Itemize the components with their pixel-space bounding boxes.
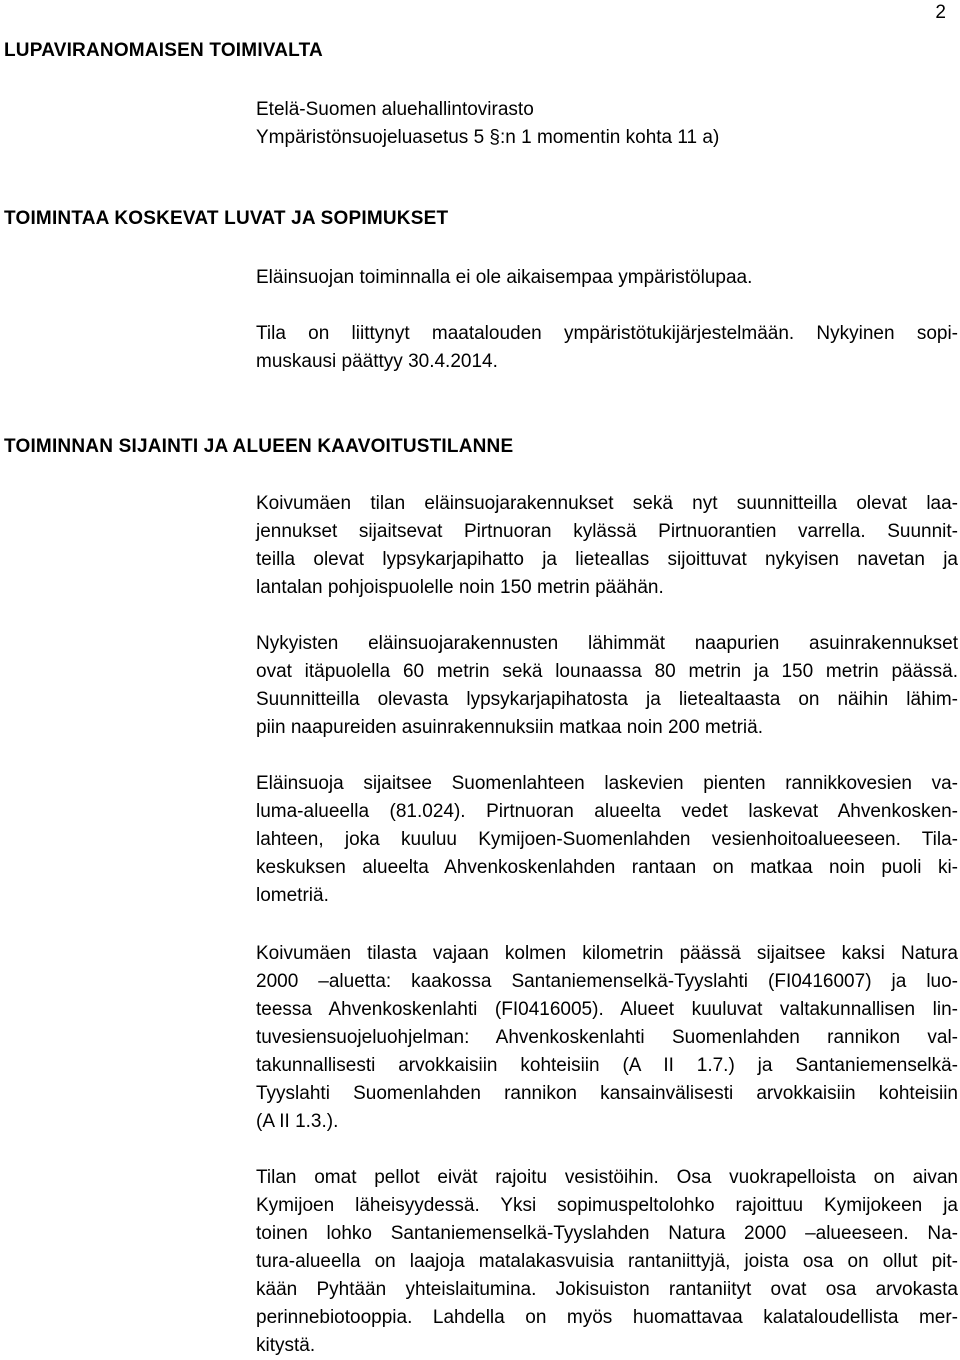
paragraph-line: jennukset sijaitsevat Pirtnuoran kylässä Pirtnuorantien varrella. Suunnit- <box>256 521 958 542</box>
paragraph-line: Koivumäen tilasta vajaan kolmen kilometrin päässä sijaitsee kaksi Natura <box>256 943 958 964</box>
paragraph-line: takunnallisesti arvokkaisiin kohteisiin (A II 1.7.) ja Santaniemenselkä- <box>256 1055 958 1076</box>
paragraph-line: Tila on liittynyt maatalouden ympäristötukijärjestelmään. Nykyinen sopi- <box>256 323 958 344</box>
paragraph-line: (A II 1.3.). <box>256 1111 339 1132</box>
paragraph-line: kitystä. <box>256 1335 316 1356</box>
paragraph-line: Koivumäen tilan eläinsuojarakennukset sekä nyt suunnitteilla olevat laa- <box>256 493 958 514</box>
paragraph-line: kään Pyhtään yhteislaitumina. Jokisuiston rantaniityt ovat osa arvokasta <box>256 1279 958 1300</box>
paragraph-line: piin naapureiden asuinrakennuksiin matkaa noin 200 metriä. <box>256 717 763 738</box>
page-number: 2 <box>935 2 946 23</box>
paragraph-line: Nykyisten eläinsuojarakennusten lähimmät naapurien asuinrakennukset <box>256 633 958 654</box>
paragraph-line: tuvesiensuojeluohjelman: Ahvenkoskenlahti Suomenlahden rannikon val- <box>256 1027 958 1048</box>
paragraph-line: lahteen, joka kuuluu Kymijoen-Suomenlahden vesienhoitoalueeseen. Tila- <box>256 829 958 850</box>
paragraph-line: Eläinsuojan toiminnalla ei ole aikaisempaa ympäristölupaa. <box>256 267 753 288</box>
paragraph-line: Eläinsuoja sijaitsee Suomenlahteen laskevien pienten rannikkovesien va- <box>256 773 958 794</box>
paragraph-line: teilla olevat lypsykarjapihatto ja lieteallas sijoittuvat nykyisen navetan ja <box>256 549 958 570</box>
authority-line: Etelä-Suomen aluehallintovirasto <box>256 99 534 120</box>
paragraph-line: teessa Ahvenkoskenlahti (FI0416005). Alueet kuuluvat valtakunnallisen lin- <box>256 999 958 1020</box>
authority-line: Ympäristönsuojeluasetus 5 §:n 1 momentin kohta 11 a) <box>256 127 720 148</box>
paragraph-line: Tyyslahti Suomenlahden rannikon kansainvälisesti arvokkaisiin kohteisiin <box>256 1083 958 1104</box>
section-heading-authority: LUPAVIRANOMAISEN TOIMIVALTA <box>4 40 323 61</box>
paragraph-line: ovat itäpuolella 60 metrin sekä lounaassa 80 metrin ja 150 metrin päässä. <box>256 661 958 682</box>
paragraph-line: toinen lohko Santaniemenselkä-Tyyslahden Natura 2000 –alueeseen. Na- <box>256 1223 958 1244</box>
paragraph-line: Suunnitteilla olevasta lypsykarjapihatosta ja lietealtaasta on näihin lähim- <box>256 689 958 710</box>
section-heading-location: TOIMINNAN SIJAINTI JA ALUEEN KAAVOITUSTILANNE <box>4 436 514 457</box>
paragraph-line: Tilan omat pellot eivät rajoitu vesistöihin. Osa vuokrapelloista on aivan <box>256 1167 958 1188</box>
paragraph-line: Kymijoen läheisyydessä. Yksi sopimuspeltolohko rajoittuu Kymijokeen ja <box>256 1195 958 1216</box>
paragraph-line: muskausi päättyy 30.4.2014. <box>256 351 498 372</box>
paragraph-line: tura-alueella on laajoja matalakasvuisia rantaniittyjä, joista osa on ollut pit- <box>256 1251 958 1272</box>
section-heading-permits: TOIMINTAA KOSKEVAT LUVAT JA SOPIMUKSET <box>4 208 449 229</box>
paragraph-line: keskuksen alueelta Ahvenkoskenlahden rantaan on matkaa noin puoli ki- <box>256 857 958 878</box>
paragraph-line: perinnebiotooppia. Lahdella on myös huomattavaa kalataloudellista mer- <box>256 1307 958 1328</box>
paragraph-line: 2000 –aluetta: kaakossa Santaniemenselkä-Tyyslahti (FI0416007) ja luo- <box>256 971 958 992</box>
paragraph-line: lometriä. <box>256 885 329 906</box>
paragraph-line: lantalan pohjoispuolelle noin 150 metrin päähän. <box>256 577 664 598</box>
paragraph-line: luma-alueella (81.024). Pirtnuoran alueelta vedet laskevat Ahvenkosken- <box>256 801 958 822</box>
